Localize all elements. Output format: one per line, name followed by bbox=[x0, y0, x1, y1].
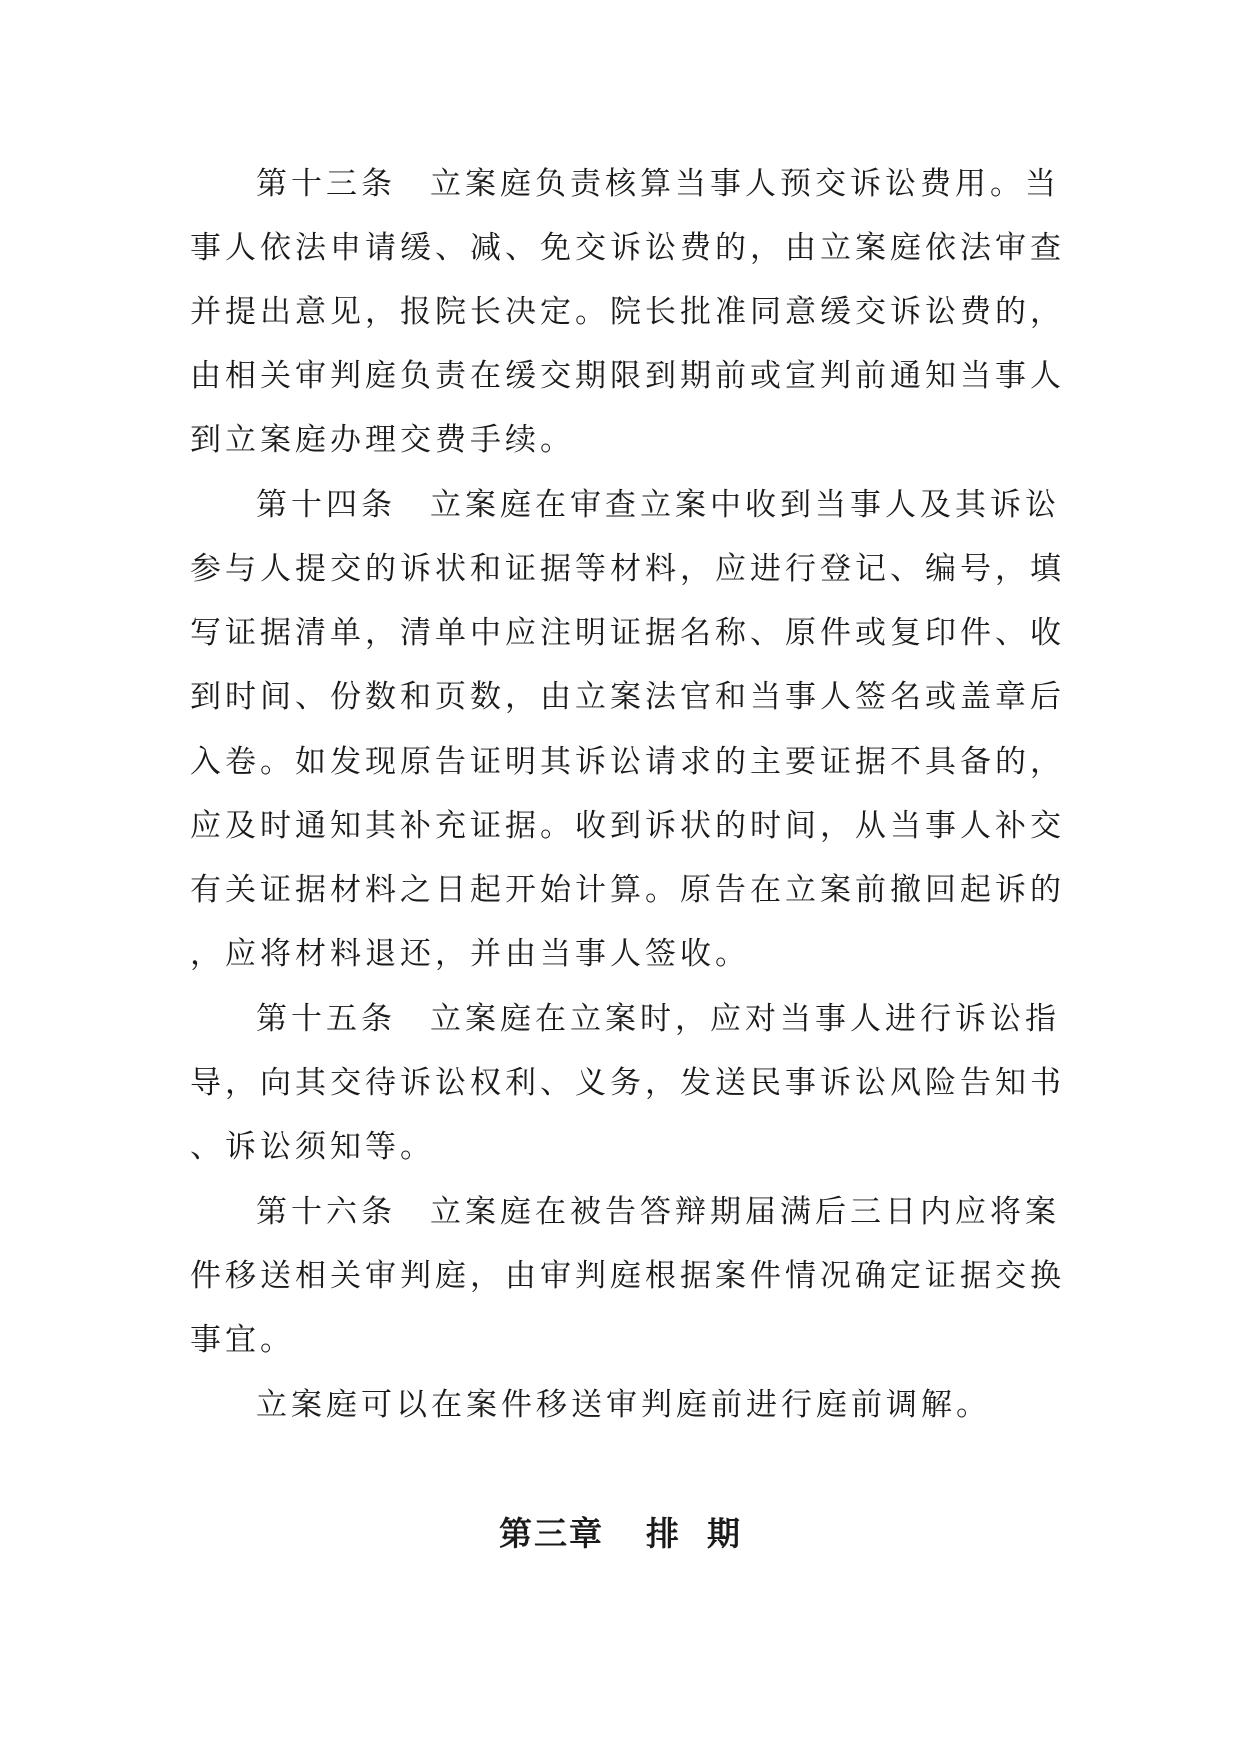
article-16-line: 事宜。 bbox=[190, 1322, 295, 1358]
chapter-number: 第三章 bbox=[499, 1514, 604, 1553]
article-13-first-line bbox=[256, 164, 1060, 204]
article-15-line: 导，向其交待诉讼权利、义务，发送民事诉讼风险告知书 bbox=[190, 1065, 1065, 1101]
article-13-line: 事人依法申请缓、减、免交诉讼费的，由立案庭依法审查 bbox=[190, 230, 1065, 266]
article-13-text: 立案庭负责核算当事人预交诉讼费用。当 bbox=[430, 166, 1060, 202]
article-16-text: 立案庭在被告答辩期届满后三日内应将案 bbox=[430, 1194, 1060, 1230]
article-14-first-line bbox=[256, 485, 1060, 525]
paragraph-line: 立案庭可以在案件移送审判庭前进行庭前调解。 bbox=[256, 1387, 991, 1423]
chapter-title-part2: 期 bbox=[707, 1514, 742, 1553]
article-15-line: 、诉讼须知等。 bbox=[190, 1129, 435, 1165]
article-15-number: 第十五条 bbox=[256, 1001, 396, 1037]
article-14-line: 写证据清单，清单中应注明证据名称、原件或复印件、收 bbox=[190, 615, 1065, 651]
article-16-line: 件移送相关审判庭，由审判庭根据案件情况确定证据交换 bbox=[190, 1258, 1065, 1294]
article-14-line: 入卷。如发现原告证明其诉讼请求的主要证据不具备的， bbox=[190, 744, 1065, 780]
article-13-line: 由相关审判庭负责在缓交期限到期前或宣判前通知当事人 bbox=[190, 358, 1065, 394]
article-14-line: 到时间、份数和页数，由立案法官和当事人签名或盖章后 bbox=[190, 679, 1065, 715]
article-13-line: 并提出意见，报院长决定。院长批准同意缓交诉讼费的， bbox=[190, 294, 1065, 330]
chapter-title-part1: 排 bbox=[646, 1514, 681, 1553]
article-14-line: ，应将材料退还，并由当事人签收。 bbox=[190, 936, 750, 972]
article-14-line: 参与人提交的诉状和证据等材料，应进行登记、编号，填 bbox=[190, 551, 1065, 587]
article-16-number: 第十六条 bbox=[256, 1194, 396, 1230]
article-13-line: 到立案庭办理交费手续。 bbox=[190, 422, 575, 458]
article-14-number: 第十四条 bbox=[256, 487, 396, 523]
article-14-line: 有关证据材料之日起开始计算。原告在立案前撤回起诉的 bbox=[190, 872, 1065, 908]
article-15-text: 立案庭在立案时，应对当事人进行诉讼指 bbox=[430, 1001, 1060, 1037]
chapter-heading bbox=[0, 1512, 1241, 1556]
article-16-first-line bbox=[256, 1192, 1060, 1232]
article-14-text: 立案庭在审查立案中收到当事人及其诉讼 bbox=[430, 487, 1060, 523]
article-13-number: 第十三条 bbox=[256, 166, 396, 202]
article-15-first-line bbox=[256, 999, 1060, 1039]
article-14-line: 应及时通知其补充证据。收到诉状的时间，从当事人补交 bbox=[190, 808, 1065, 844]
